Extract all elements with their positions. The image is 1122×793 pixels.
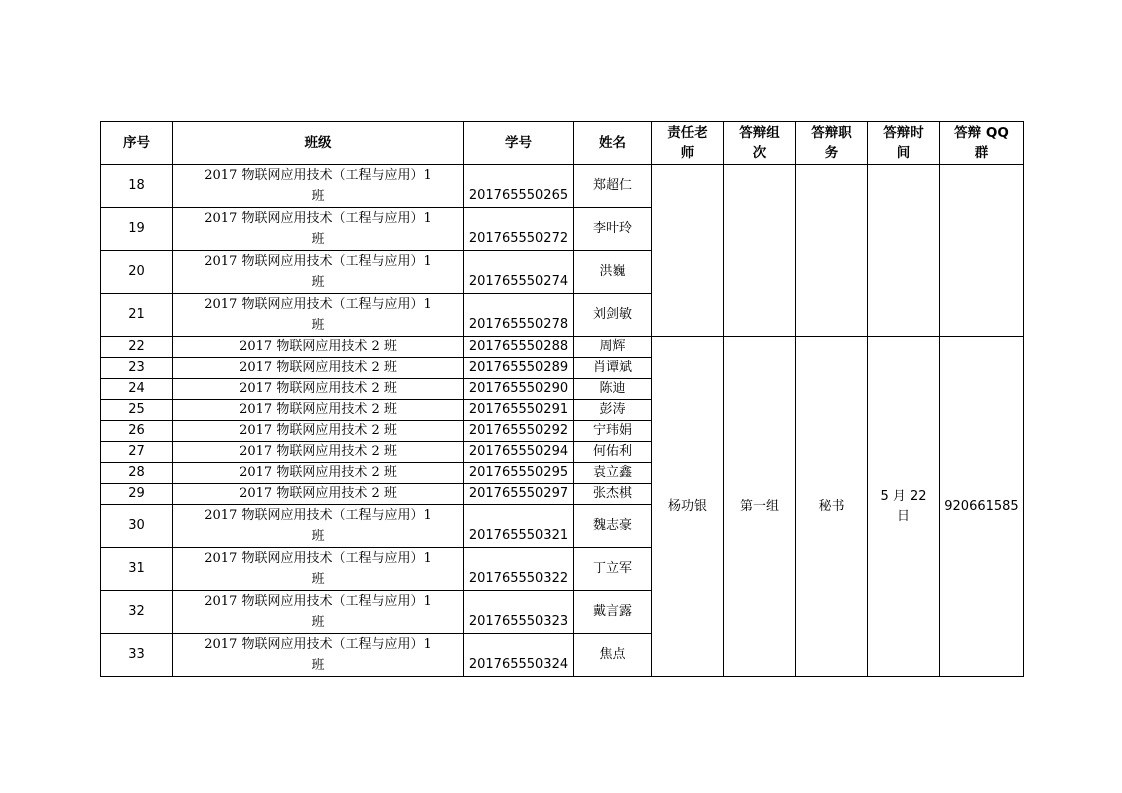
header-group	[724, 122, 796, 165]
cell-seq: 30	[101, 505, 173, 548]
cell-class	[173, 251, 464, 294]
cell-teacher: 杨功银	[652, 337, 724, 677]
cell-qq-empty	[940, 165, 1024, 337]
cell-class	[173, 505, 464, 548]
cell-class-line2: 班	[311, 275, 325, 290]
cell-name: 戴言露	[574, 591, 652, 634]
cell-teacher-empty	[652, 165, 724, 337]
cell-name: 魏志豪	[574, 505, 652, 548]
cell-class-line1: 2017 物联网应用技术（工程与应用）1	[204, 551, 432, 566]
cell-class-line2: 班	[311, 529, 325, 544]
cell-class-line2: 班	[311, 232, 325, 247]
cell-class-line1: 2017 物联网应用技术（工程与应用）1	[204, 254, 432, 269]
header-role-line1: 答辩职	[811, 125, 852, 141]
cell-seq: 23	[101, 358, 173, 379]
cell-seq: 28	[101, 463, 173, 484]
cell-seq: 33	[101, 634, 173, 677]
cell-class-line1: 2017 物联网应用技术（工程与应用）1	[204, 211, 432, 226]
cell-student-id: 201765550323	[464, 591, 574, 634]
cell-student-id: 201765550288	[464, 337, 574, 358]
header-role-line2: 务	[824, 145, 839, 161]
cell-class-line1: 2017 物联网应用技术（工程与应用）1	[204, 297, 432, 312]
header-name: 姓名	[574, 122, 652, 165]
cell-class-line2: 班	[311, 658, 325, 673]
cell-name: 郑超仁	[574, 165, 652, 208]
defense-schedule-table	[100, 121, 1024, 677]
cell-seq: 24	[101, 379, 173, 400]
cell-class: 2017 物联网应用技术 2 班	[173, 337, 464, 358]
header-teacher	[652, 122, 724, 165]
cell-seq: 18	[101, 165, 173, 208]
cell-name: 李叶玲	[574, 208, 652, 251]
cell-name: 张杰棋	[574, 484, 652, 505]
cell-class	[173, 208, 464, 251]
cell-name: 周辉	[574, 337, 652, 358]
cell-seq: 26	[101, 421, 173, 442]
cell-student-id: 201765550292	[464, 421, 574, 442]
cell-name: 丁立军	[574, 548, 652, 591]
cell-seq: 29	[101, 484, 173, 505]
cell-student-id: 201765550272	[464, 208, 574, 251]
cell-class: 2017 物联网应用技术 2 班	[173, 400, 464, 421]
header-time	[868, 122, 940, 165]
cell-time-line1: 5 月 22	[880, 488, 927, 504]
cell-seq: 25	[101, 400, 173, 421]
cell-time-line2: 日	[896, 508, 910, 524]
header-class: 班级	[173, 122, 464, 165]
header-qq-line1: 答辩 QQ	[954, 125, 1009, 141]
cell-seq: 22	[101, 337, 173, 358]
cell-student-id: 201765550295	[464, 463, 574, 484]
cell-class	[173, 165, 464, 208]
cell-group: 第一组	[724, 337, 796, 677]
cell-class	[173, 591, 464, 634]
table-row	[101, 337, 1024, 358]
cell-class	[173, 548, 464, 591]
cell-time-empty	[868, 165, 940, 337]
cell-student-id: 201765550322	[464, 548, 574, 591]
cell-student-id: 201765550265	[464, 165, 574, 208]
cell-seq: 32	[101, 591, 173, 634]
cell-class-line1: 2017 物联网应用技术（工程与应用）1	[204, 594, 432, 609]
cell-role: 秘书	[796, 337, 868, 677]
header-time-line2: 间	[896, 145, 911, 161]
cell-role-empty	[796, 165, 868, 337]
cell-qq: 920661585	[940, 337, 1024, 677]
cell-student-id: 201765550324	[464, 634, 574, 677]
header-teacher-line2: 师	[680, 145, 695, 161]
header-qq	[940, 122, 1024, 165]
header-group-line1: 答辩组	[739, 125, 780, 141]
cell-class-line2: 班	[311, 189, 325, 204]
header-student-id: 学号	[464, 122, 574, 165]
cell-class-line1: 2017 物联网应用技术（工程与应用）1	[204, 637, 432, 652]
cell-name: 袁立鑫	[574, 463, 652, 484]
header-group-line2: 次	[752, 145, 767, 161]
cell-class	[173, 294, 464, 337]
cell-student-id: 201765550297	[464, 484, 574, 505]
cell-class	[173, 634, 464, 677]
cell-class: 2017 物联网应用技术 2 班	[173, 358, 464, 379]
cell-class-line1: 2017 物联网应用技术（工程与应用）1	[204, 168, 432, 183]
cell-class-line2: 班	[311, 615, 325, 630]
cell-class: 2017 物联网应用技术 2 班	[173, 379, 464, 400]
cell-name: 何佑利	[574, 442, 652, 463]
header-qq-line2: 群	[974, 145, 989, 161]
cell-student-id: 201765550290	[464, 379, 574, 400]
cell-name: 肖谭斌	[574, 358, 652, 379]
header-teacher-line1: 责任老	[667, 125, 708, 141]
cell-class: 2017 物联网应用技术 2 班	[173, 484, 464, 505]
header-seq: 序号	[101, 122, 173, 165]
cell-student-id: 201765550278	[464, 294, 574, 337]
cell-class-line1: 2017 物联网应用技术（工程与应用）1	[204, 508, 432, 523]
cell-class: 2017 物联网应用技术 2 班	[173, 421, 464, 442]
header-role	[796, 122, 868, 165]
cell-seq: 19	[101, 208, 173, 251]
cell-class-line2: 班	[311, 318, 325, 333]
cell-seq: 31	[101, 548, 173, 591]
cell-class: 2017 物联网应用技术 2 班	[173, 442, 464, 463]
cell-time	[868, 337, 940, 677]
cell-name: 陈迪	[574, 379, 652, 400]
cell-class-line2: 班	[311, 572, 325, 587]
header-time-line1: 答辩时	[883, 125, 924, 141]
cell-name: 刘剑敏	[574, 294, 652, 337]
cell-name: 焦点	[574, 634, 652, 677]
cell-group-empty	[724, 165, 796, 337]
cell-seq: 21	[101, 294, 173, 337]
cell-name: 彭涛	[574, 400, 652, 421]
cell-name: 宁玮娟	[574, 421, 652, 442]
cell-student-id: 201765550321	[464, 505, 574, 548]
cell-student-id: 201765550289	[464, 358, 574, 379]
cell-student-id: 201765550274	[464, 251, 574, 294]
table-row	[101, 165, 1024, 208]
cell-name: 洪巍	[574, 251, 652, 294]
cell-class: 2017 物联网应用技术 2 班	[173, 463, 464, 484]
header-row	[101, 122, 1024, 165]
cell-student-id: 201765550291	[464, 400, 574, 421]
cell-student-id: 201765550294	[464, 442, 574, 463]
cell-seq: 20	[101, 251, 173, 294]
cell-seq: 27	[101, 442, 173, 463]
